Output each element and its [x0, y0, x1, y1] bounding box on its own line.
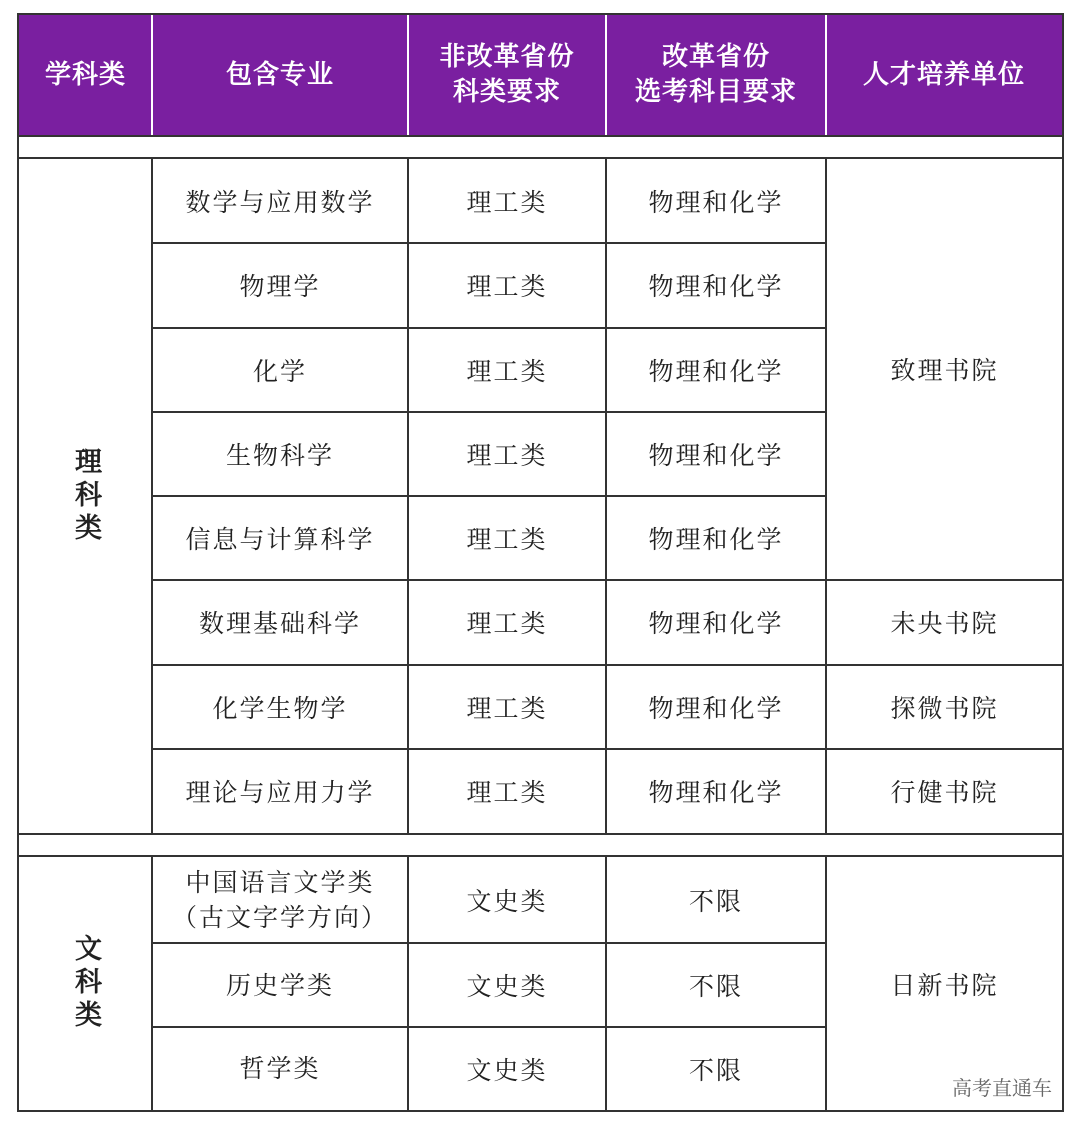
subjects-cell: 物理和化学: [648, 777, 784, 807]
divider: [19, 833, 1062, 835]
subjects-cell: 物理和化学: [648, 440, 784, 470]
subjects-cell: 不限: [688, 972, 743, 1001]
header-divider: [605, 15, 607, 135]
requirement-cell: 文史类: [466, 887, 548, 916]
row-divider: [151, 411, 827, 413]
major-cell: 历史学类: [225, 970, 334, 1000]
category-science: 理科类: [70, 446, 101, 546]
requirement-cell: 理工类: [466, 356, 548, 386]
row-divider: [151, 242, 827, 244]
requirement-cell: 理工类: [466, 272, 548, 302]
divider: [19, 135, 1062, 137]
major-cell: 中国语言文学类 （古文字学方向）: [171, 868, 388, 932]
unit-zhili: 致理书院: [890, 356, 999, 385]
major-cell: 数学与应用数学: [185, 188, 375, 218]
header-training-unit: 人才培养单位: [826, 15, 1062, 135]
requirement-cell: 理工类: [466, 609, 548, 639]
major-cell: 哲学类: [239, 1054, 321, 1083]
unit-tanwei: 探微书院: [890, 694, 999, 723]
header-divider: [825, 15, 827, 135]
row-divider: [151, 1026, 827, 1028]
unit-weiyang: 未央书院: [890, 609, 999, 638]
major-cell: 数理基础科学: [198, 609, 361, 639]
subjects-cell: 物理和化学: [648, 693, 784, 723]
subjects-cell: 物理和化学: [648, 525, 784, 555]
requirement-cell: 理工类: [466, 693, 548, 723]
subjects-cell: 物理和化学: [648, 272, 784, 302]
requirement-cell: 理工类: [466, 777, 548, 807]
requirement-cell: 理工类: [466, 188, 548, 218]
requirement-cell: 理工类: [466, 440, 548, 470]
divider: [605, 855, 607, 1112]
requirement-cell: 文史类: [466, 1055, 548, 1085]
unit-xingjian: 行健书院: [890, 778, 999, 807]
row-divider: [151, 942, 827, 944]
divider: [151, 855, 153, 1112]
header-majors: 包含专业: [152, 15, 408, 135]
header-non-reform-requirement: 非改革省份 科类要求: [408, 15, 606, 135]
admission-table: [17, 13, 1064, 1112]
unit-rixin: 日新书院: [890, 970, 999, 1000]
watermark: 高考直通车: [952, 1076, 1052, 1100]
divider: [825, 855, 827, 1112]
header-reform-subject-requirement: 改革省份 选考科目要求: [606, 15, 826, 135]
major-cell: 物理学: [239, 272, 321, 302]
major-cell: 理论与应用力学: [185, 777, 375, 807]
row-divider: [151, 327, 827, 329]
subjects-cell: 不限: [688, 1055, 743, 1085]
row-divider: [151, 495, 827, 497]
requirement-cell: 文史类: [466, 972, 548, 1001]
header-divider: [407, 15, 409, 135]
header-subject-category: 学科类: [19, 15, 152, 135]
subjects-cell: 物理和化学: [648, 188, 784, 218]
major-cell: 生物科学: [225, 440, 334, 470]
subjects-cell: 物理和化学: [648, 356, 784, 386]
requirement-cell: 理工类: [466, 525, 548, 555]
category-arts: 文科类: [70, 934, 101, 1033]
header-divider: [151, 15, 153, 135]
subjects-cell: 物理和化学: [648, 609, 784, 639]
major-cell: 化学生物学: [212, 693, 348, 723]
divider: [407, 855, 409, 1112]
major-cell: 信息与计算科学: [185, 525, 375, 555]
major-cell: 化学: [252, 356, 307, 386]
subjects-cell: 不限: [688, 887, 743, 916]
